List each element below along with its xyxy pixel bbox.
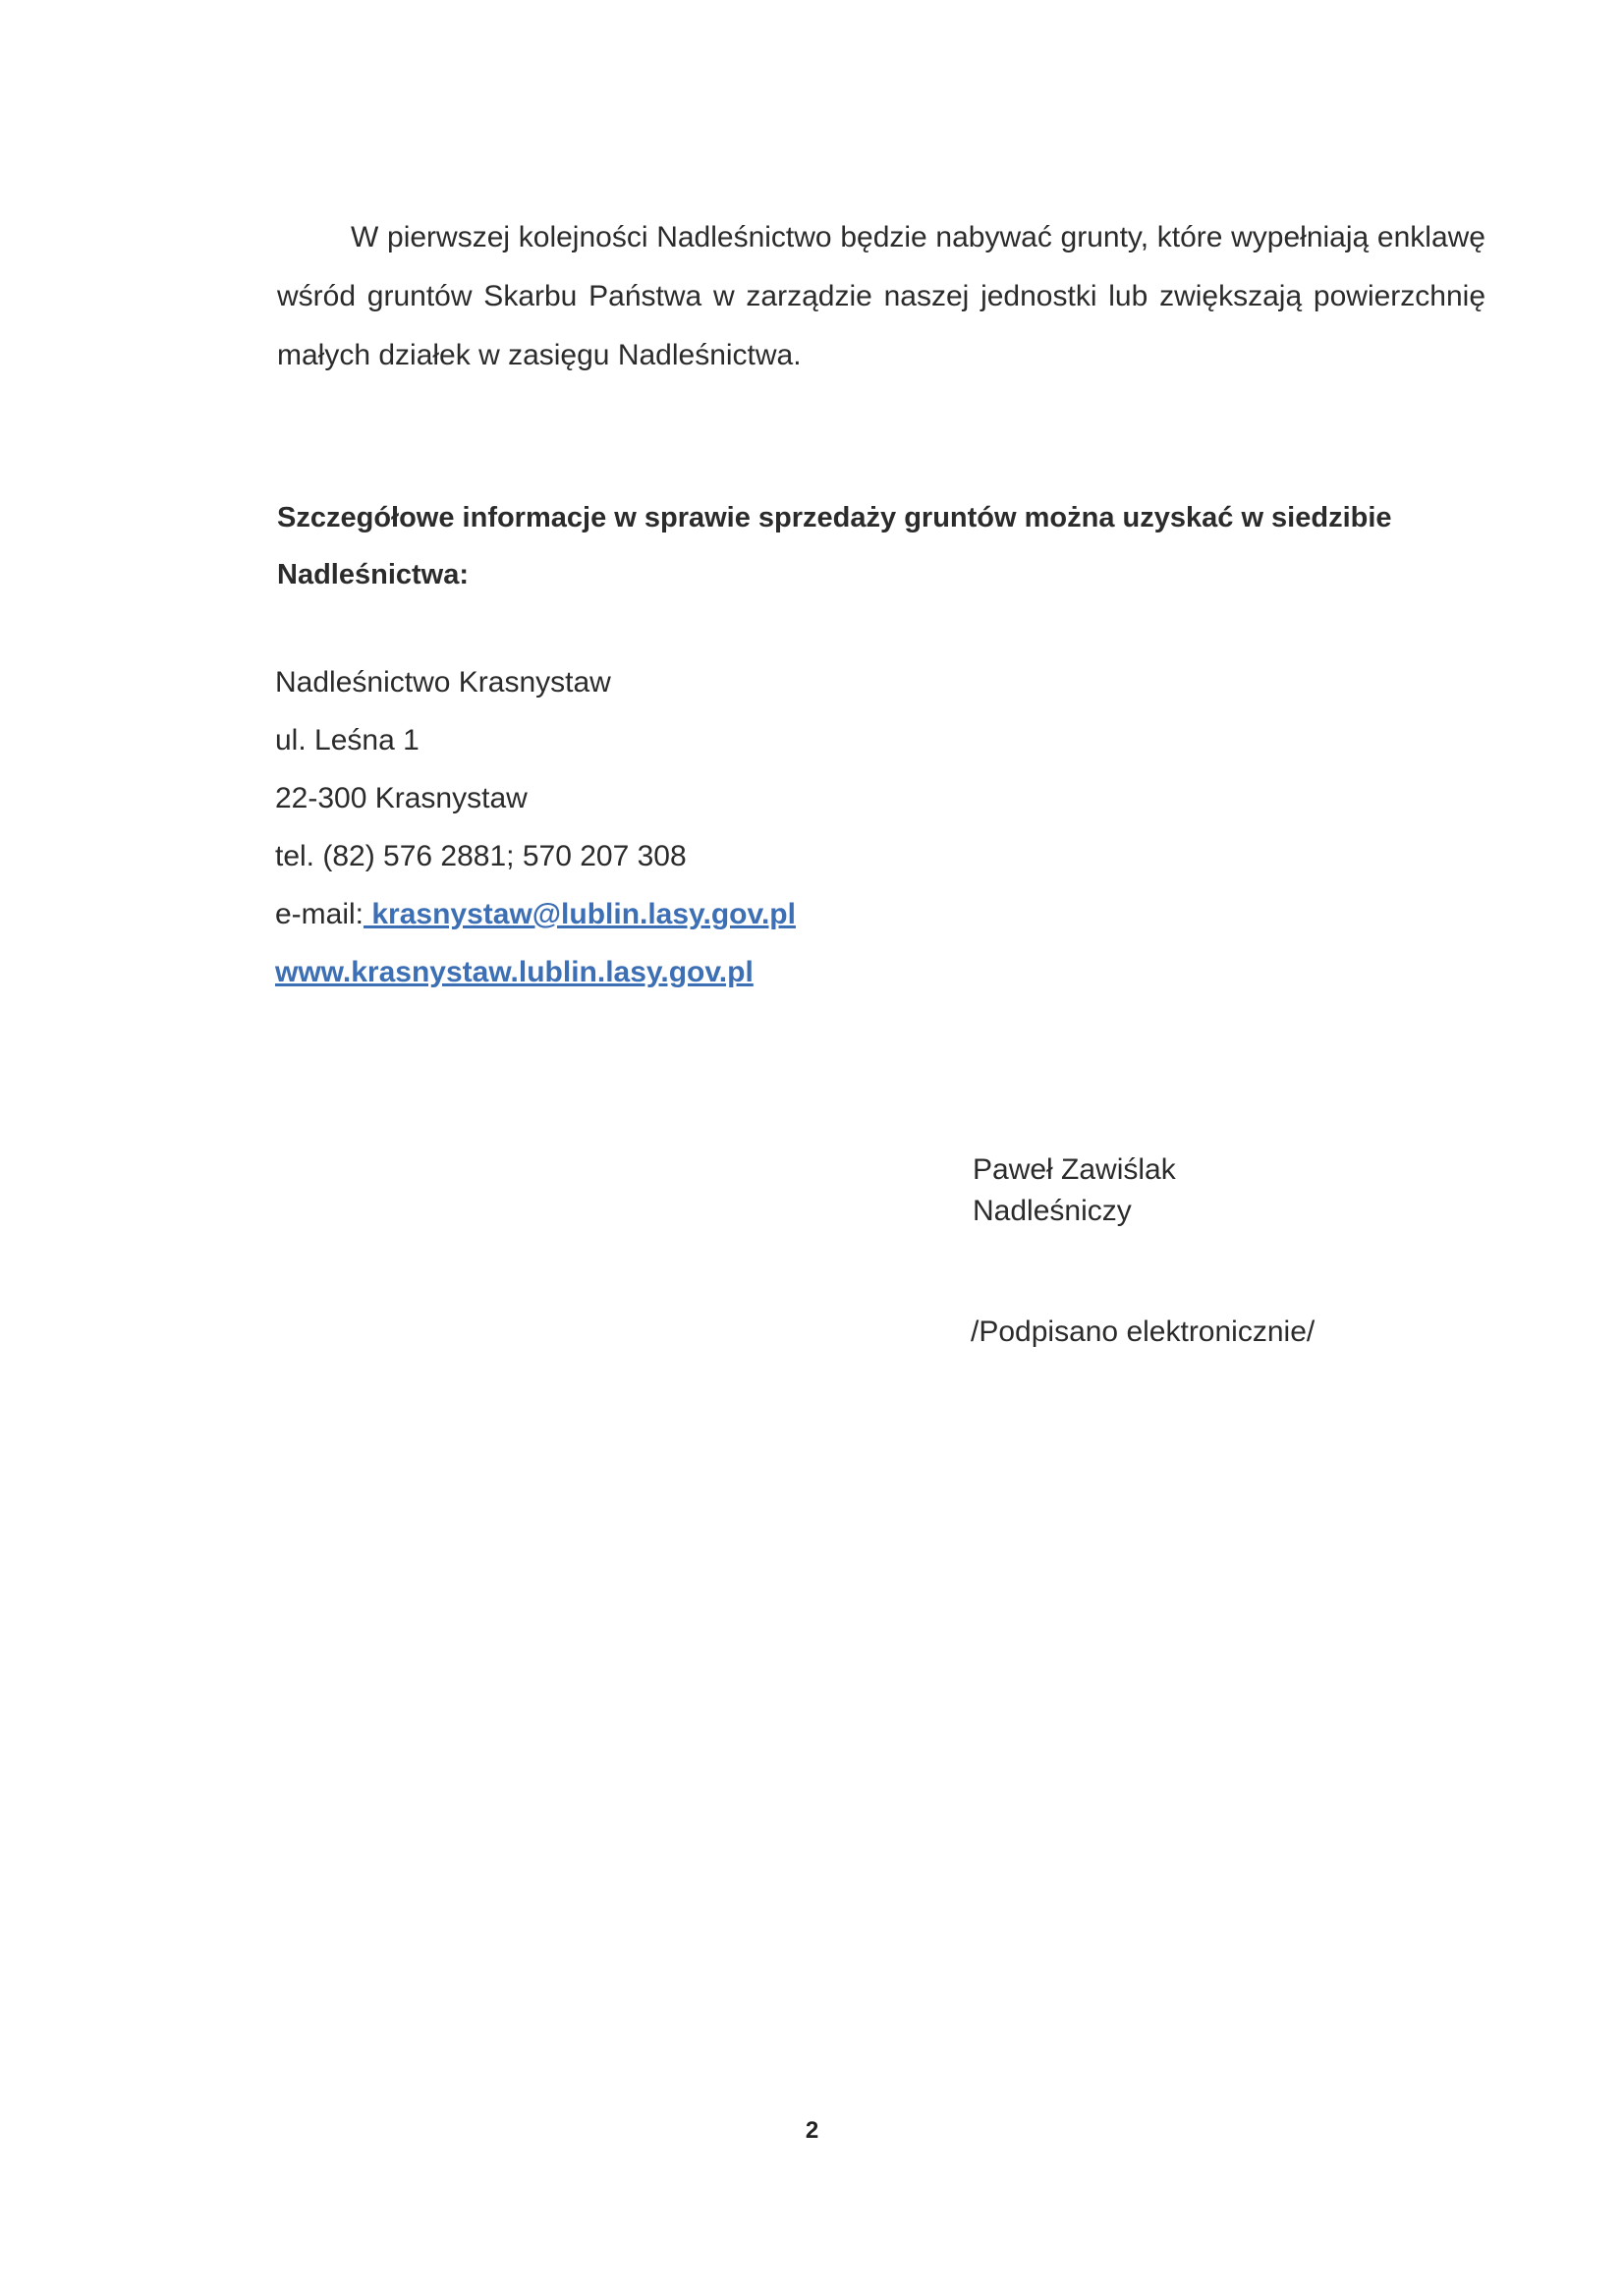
electronic-signature-note: /Podpisano elektronicznie/ [971, 1316, 1316, 1348]
signatory-name: Paweł Zawiślak [973, 1153, 1176, 1186]
signature-block [973, 1149, 1176, 1232]
intro-paragraph: W pierwszej kolejności Nadleśnictwo będzie nabywać grunty, które wypełniają enklawę wśród gruntów Skarbu Państwa w zarządzie naszej jednostki lub zwiększają powierzchnię małych działek w zasięgu Nadleśnictwa. [277, 221, 1485, 371]
website-line [275, 943, 796, 1001]
signatory-title: Nadleśniczy [973, 1195, 1132, 1227]
postal-city: 22-300 Krasnystaw [275, 782, 528, 814]
email-label: e-mail: [275, 898, 364, 930]
contact-heading-line1: Szczegółowe informacje w sprawie sprzedaży gruntów można uzyskać w siedzibie [277, 502, 1392, 533]
email-link[interactable]: krasnystaw@lublin.lasy.gov.pl [364, 898, 796, 930]
office-name: Nadleśnictwo Krasnystaw [275, 666, 611, 699]
website-link[interactable]: www.krasnystaw.lublin.lasy.gov.pl [275, 956, 754, 988]
contact-heading-line2: Nadleśnictwa: [277, 559, 469, 590]
email-line [275, 885, 796, 943]
phone-numbers: tel. (82) 576 2881; 570 207 308 [275, 840, 687, 872]
page-number: 2 [805, 2117, 819, 2144]
address-block [275, 653, 796, 1001]
street-address: ul. Leśna 1 [275, 724, 420, 756]
contact-heading [277, 489, 1456, 603]
